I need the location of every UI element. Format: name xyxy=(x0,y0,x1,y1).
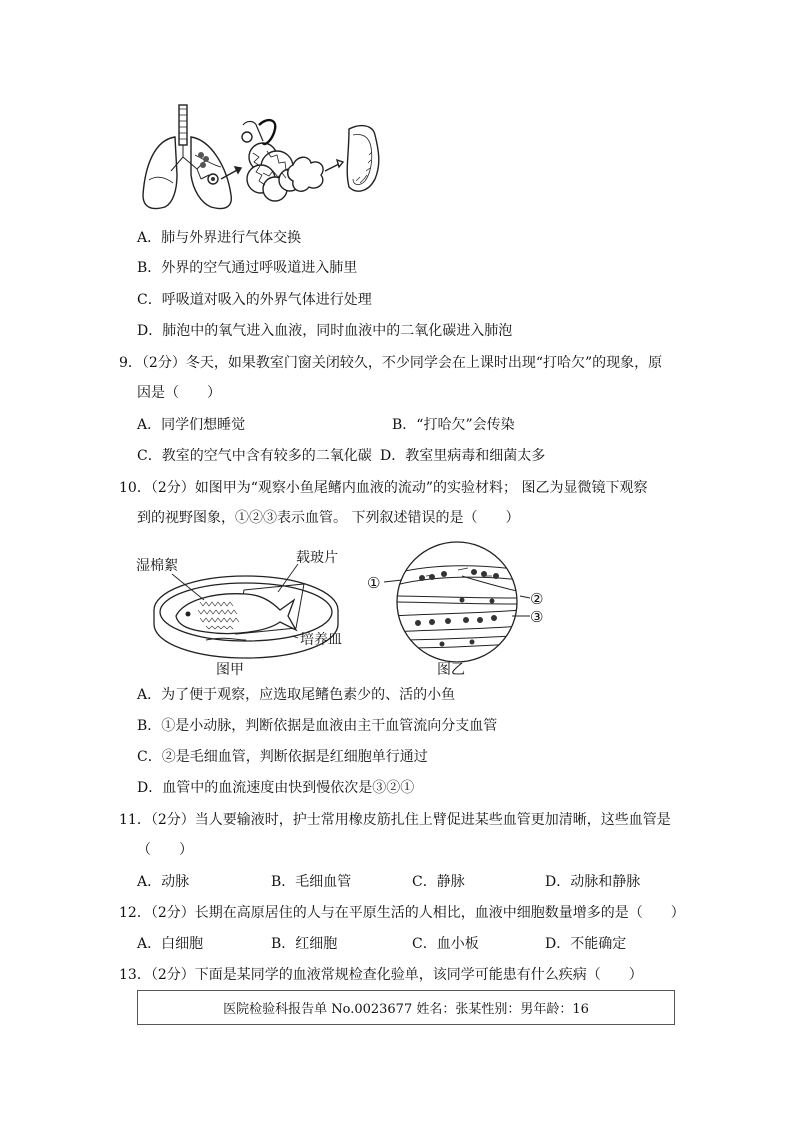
figure-b-microscope-view xyxy=(362,536,552,678)
q11-option-b[interactable]: B．毛细血管 xyxy=(271,874,352,890)
q11-option-a[interactable]: A．动脉 xyxy=(137,874,190,890)
q10-option-c[interactable]: C．②是毛细血管，判断依据是红细胞单行通过 xyxy=(137,749,428,765)
label-slide: 载玻片 xyxy=(296,550,338,566)
caption-figure-b: 图乙 xyxy=(437,662,465,678)
figure-a-fish-dish xyxy=(136,540,366,678)
lab-report-header xyxy=(137,990,675,1025)
marker-2: ② xyxy=(530,590,544,608)
q10-option-a[interactable]: A．为了便于观察，应选取尾鳍色素少的、活的小鱼 xyxy=(137,687,456,703)
q11-option-d[interactable]: D．动脉和静脉 xyxy=(545,874,641,890)
q10-stem-line1: 10．（2分）如图甲为“观察小鱼尾鳍内血液的流动”的实验材料； 图乙为显微镜下观察 xyxy=(119,480,648,496)
q10-option-d[interactable]: D．血管中的血流速度由快到慢依次是③②① xyxy=(137,780,415,796)
q9-option-d[interactable]: D．教室里病毒和细菌太多 xyxy=(380,448,546,464)
q12-option-c[interactable]: C．血小板 xyxy=(412,936,479,952)
lab-report-header-text: 医院检验科报告单 No.0023677 姓名：张某性别：男年龄：16 xyxy=(223,1002,589,1017)
q12-option-a[interactable]: A．白细胞 xyxy=(137,936,204,952)
q10-option-b[interactable]: B．①是小动脉，判断依据是血液由主干血管流向分支血管 xyxy=(137,718,498,734)
respiratory-figure xyxy=(135,95,395,220)
q8-option-c[interactable]: C．呼吸道对吸入的外界气体进行处理 xyxy=(137,292,372,308)
q11-stem-line2: （ ） xyxy=(137,842,193,858)
q11-option-c[interactable]: C．静脉 xyxy=(412,874,465,890)
q10-stem-line2: 到的视野图象，①②③表示血管。 下列叙述错误的是（ ） xyxy=(137,510,520,526)
marker-3: ③ xyxy=(530,608,544,626)
q9-option-b[interactable]: B．“打哈欠”会传染 xyxy=(392,417,515,433)
q8-option-a[interactable]: A．肺与外界进行气体交换 xyxy=(137,230,302,246)
left-lung xyxy=(143,137,177,209)
q9-stem-line2: 因是（ ） xyxy=(137,385,221,401)
q12-option-d[interactable]: D．不能确定 xyxy=(545,936,627,952)
q9-option-c[interactable]: C．教室的空气中含有较多的二氧化碳 xyxy=(137,448,372,464)
q12-option-b[interactable]: B．红细胞 xyxy=(271,936,338,952)
q9-stem-line1: 9．（2分）冬天，如果教室门窗关闭较久，不少同学会在上课时出现“打哈欠”的现象，原 xyxy=(119,355,663,371)
marker-1: ① xyxy=(367,574,381,592)
q12-stem: 12．（2分）长期在高原居住的人与在平原生活的人相比，血液中细胞数量增多的是（ ） xyxy=(119,905,685,921)
q13-stem: 13．（2分）下面是某同学的血液常规检查化验单，该同学可能患有什么疾病（ ） xyxy=(119,967,643,983)
q9-option-a[interactable]: A．同学们想睡觉 xyxy=(137,417,246,433)
label-dish: 培养皿 xyxy=(300,632,342,648)
right-lung xyxy=(191,137,231,209)
q8-option-d[interactable]: D．肺泡中的氧气进入血液，同时血液中的二氧化碳进入肺泡 xyxy=(137,323,513,339)
q11-stem-line1: 11．（2分）当人要输液时，护士常用橡皮筋扎住上臂促进某些血管更加清晰，这些血管是 xyxy=(119,812,671,828)
caption-figure-a: 图甲 xyxy=(216,662,244,678)
q8-option-b[interactable]: B．外界的空气通过呼吸道进入肺里 xyxy=(137,260,358,276)
label-wet-cotton: 湿棉絮 xyxy=(136,558,178,574)
